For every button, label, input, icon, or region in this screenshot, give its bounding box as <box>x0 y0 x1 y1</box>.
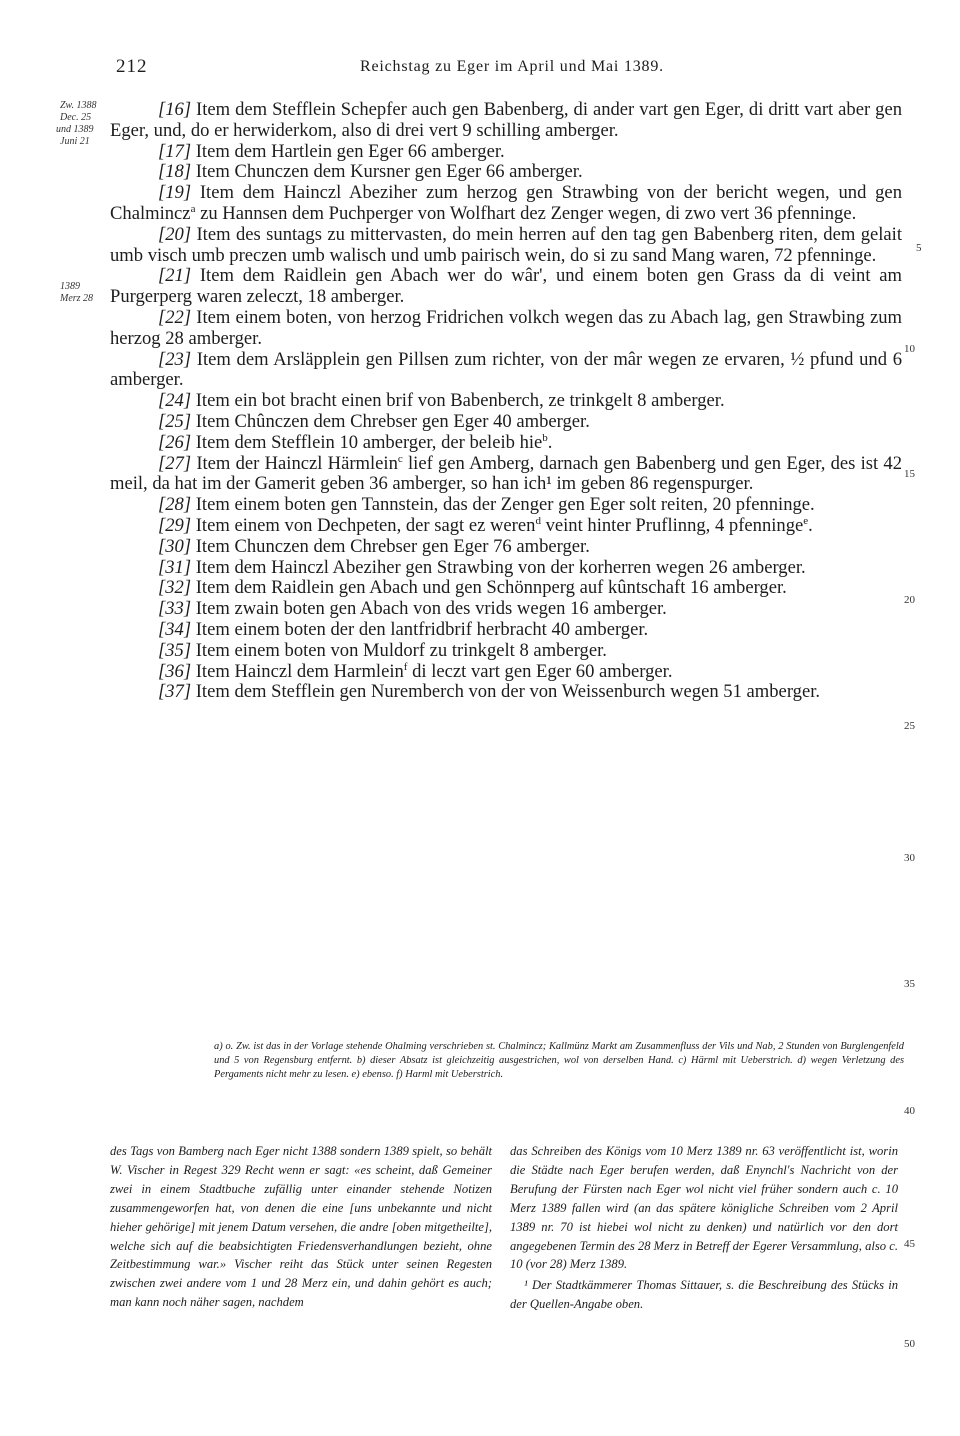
entry-29 <box>110 516 902 537</box>
entry-number: [32] <box>158 577 192 599</box>
entry-text: Item einem boten, von herzog Fridrichen volkch wegen das zu Abach lag, gen Strawbing zum herzog 28 amberger. <box>110 306 902 349</box>
entry-text: Item einem von Dechpeten, der sagt ez weren <box>191 514 536 536</box>
entry-text: di leczt vart gen Eger 60 amberger. <box>407 660 673 682</box>
entry-33 <box>110 599 902 620</box>
entry-number: [26] <box>158 431 192 453</box>
entry-number: [20] <box>158 223 192 245</box>
entry-20 <box>110 225 902 267</box>
commentary-left-column: des Tags von Bamberg nach Eger nicht 1388 sondern 1389 spielt, so behält W. Vischer in Regest 329 Recht wenn er sagt: «es scheint, daß Gemeiner zwei in einem Stadtbuche zufällig unter einander stehende Notizen zusammengeworfen hat, von denen die eine [uns unbekannte und nicht hieher gehörige] mit jenem Datum versehen, die andre [oben mitgetheilte], welche sich auf die beabsichtigten Friedensverhandlungen bezieht, ohne Zeitbestimmung war.» Vischer reiht das Stück unter seinen Regesten zwischen zwei andere vom 1 und 28 Merz ein, und dahin gehört es auch; man kann noch näher sagen, nachdem <box>110 1144 492 1310</box>
page-header <box>110 56 900 86</box>
commentary-footnote: ¹ Der Stadtkämmerer Thomas Sittauer, s. die Beschreibung des Stücks in der Quellen-Angabe oben. <box>510 1278 898 1312</box>
margin-note-line: Merz 28 <box>60 293 94 304</box>
entry-16 <box>110 100 902 142</box>
line-number: 50 <box>904 1338 915 1350</box>
entry-22 <box>110 308 902 350</box>
entry-text: . <box>808 514 813 536</box>
footnote-marker: c <box>397 452 403 465</box>
entry-30 <box>110 537 902 558</box>
entry-text: veint hinter Pruflinng, 4 pfenninge <box>540 514 804 536</box>
entry-text: Item Chûnczen dem Chrebser gen Eger 40 amberger. <box>191 410 590 432</box>
entry-text: zu Hannsen dem Puchperger von Wolfhart dez Zenger wegen, di zwo vert 36 pfenninge. <box>195 202 857 224</box>
entry-text: Item dem Stefflein 10 amberger, der beleib hie <box>191 431 543 453</box>
entry-number: [29] <box>158 514 192 536</box>
margin-note-line: 1389 <box>60 281 80 292</box>
entry-text: Item dem Hainczl Abeziher gen Strawbing von der korherren wegen 26 amberger. <box>191 556 806 578</box>
entry-text: Item Chunczen dem Kursner gen Eger 66 amberger. <box>191 161 583 183</box>
entry-number: [16] <box>158 99 192 120</box>
margin-note-date-range <box>56 100 97 148</box>
margin-note-line: und 1389 <box>56 124 94 135</box>
margin-note-date <box>60 281 93 305</box>
entry-number: [24] <box>158 390 192 412</box>
entry-text: Item dem Hartlein gen Eger 66 amberger. <box>191 140 505 162</box>
entry-18 <box>110 162 902 183</box>
entry-number: [23] <box>158 348 192 370</box>
entry-31 <box>110 558 902 579</box>
page-number: 212 <box>116 56 148 77</box>
entry-21 <box>110 266 902 308</box>
entry-number: [37] <box>158 681 192 703</box>
entry-text: Item dem Raidlein gen Abach und gen Schönnperg auf kûntschaft 16 amberger. <box>191 577 787 599</box>
entry-28 <box>110 495 902 516</box>
entry-23 <box>110 350 902 392</box>
entry-text: Item der Hainczl Härmlein <box>191 452 398 474</box>
entry-number: [25] <box>158 410 192 432</box>
entry-number: [22] <box>158 306 192 328</box>
entry-text: Item des suntags zu mittervasten, do mein herren auf den tag gen Babenberg riten, dem gelait umb visch umb preczen umb walisch und umb pairisch wein, do si zu sand Mang waren, 72 pfenninge. <box>110 223 902 266</box>
entry-text: . <box>547 431 553 453</box>
entry-text: Item einem boten von Muldorf zu trinkgelt 8 amberger. <box>191 639 607 661</box>
line-number: 25 <box>904 720 915 732</box>
footnotes: a) o. Zw. ist das in der Vorlage stehende Ohalming verschrieben st. Chalmincz; Kallmünz Markt am Zusammenfluss der Vils und Nab, 2 Stunden von Burglengenfeld und 5 von Regensburg entfernt. b) dieser Absatz ist gleichzeitig ausgestrichen, wol von derselben Hand. c) Härml mit Ueberstrich. d) wegen Verletzung des Pergaments nicht mehr zu lesen. e) ebenso. f) Harml mit Ueberstrich. <box>214 1041 904 1080</box>
line-number: 10 <box>904 343 915 355</box>
entry-number: [34] <box>158 618 192 640</box>
entry-number: [27] <box>158 452 192 474</box>
entry-26 <box>110 433 902 454</box>
entry-text: Item dem Hainczl Abeziher zum herzog gen Strawbing von der bericht wegen, und gen Chalmincz <box>110 182 902 224</box>
entry-37 <box>110 682 902 703</box>
entry-text: lief gen Amberg, darnach gen Babenberg und gen Eger, des ist 42 meil, da hat im der Gamerit geben 36 amberger, so han ich¹ im geben 86 regenspurger. <box>110 452 902 495</box>
entry-number: [19] <box>158 182 192 204</box>
entry-number: [17] <box>158 140 192 162</box>
entry-number: [31] <box>158 556 192 578</box>
commentary-right-text: das Schreiben des Königs vom 10 Merz 1389 nr. 63 veröffentlicht ist, worin die Städte nach Eger berufen werden, daß Enynchl's Nachricht von der Berufung der Fürsten nach Eger wol nicht viel früher sondern auch c. 10 Merz 1389 fallen wird (an das spätere königliche Schreiben vom 2 April 1389 nr. 70 ist hiebei wol nicht zu denken) und natürlich vor den dort angegebenen Termin des 28 Merz in Betreff der Egerer Versammlung, also c. 10 (vor 28) Merz 1389. <box>510 1144 898 1272</box>
entry-text: Item Hainczl dem Harmlein <box>191 660 404 682</box>
entry-19 <box>110 183 902 225</box>
line-number: 15 <box>904 468 915 480</box>
entry-text: Item ein bot bracht einen brif von Babenberch, ze trinkgelt 8 amberger. <box>191 390 725 412</box>
entry-number: [28] <box>158 494 192 516</box>
entry-number: [18] <box>158 161 192 183</box>
entry-number: [21] <box>158 265 192 287</box>
entry-25 <box>110 412 902 433</box>
entry-text: Item einem boten gen Tannstein, das der Zenger gen Eger solt reiten, 20 pfenninge. <box>191 494 815 516</box>
footnote-marker: b <box>542 431 548 444</box>
entry-27 <box>110 454 902 496</box>
entries-list <box>110 100 902 703</box>
entry-number: [30] <box>158 535 192 557</box>
entry-17 <box>110 142 902 163</box>
footnote-marker: a <box>190 202 196 215</box>
entry-36 <box>110 662 902 683</box>
line-number: 35 <box>904 978 915 990</box>
entry-24 <box>110 391 902 412</box>
line-number: 5 <box>916 242 922 254</box>
line-number: 20 <box>904 594 915 606</box>
running-title: Reichstag zu Eger im April und Mai 1389. <box>360 58 664 75</box>
entry-34 <box>110 620 902 641</box>
line-number: 45 <box>904 1238 915 1250</box>
margin-note-line: Zw. 1388 <box>60 100 97 111</box>
entry-text: Item Chunczen dem Chrebser gen Eger 76 amberger. <box>191 535 590 557</box>
entry-number: [36] <box>158 660 192 682</box>
margin-note-line: Dec. 25 <box>60 112 92 123</box>
entry-35 <box>110 641 902 662</box>
line-number: 30 <box>904 852 915 864</box>
entry-number: [35] <box>158 639 192 661</box>
margin-note-line: Juni 21 <box>60 136 90 147</box>
footnote-marker: f <box>403 660 408 673</box>
entry-32 <box>110 578 902 599</box>
footnote-marker: e <box>803 514 809 527</box>
entry-text: Item dem Stefflein Schepfer auch gen Babenberg, di ander vart gen Eger, di dritt vart aber gen Eger, und, do er herwiderkom, also di drei vert 9 schilling amberger. <box>110 99 902 141</box>
entry-text: Item zwain boten gen Abach von des vrids wegen 16 amberger. <box>191 598 667 620</box>
entry-number: [33] <box>158 598 192 620</box>
line-number: 40 <box>904 1105 915 1117</box>
entry-text: Item dem Arsläpplein gen Pillsen zum richter, von der mâr wegen ze ervaren, ½ pfund und 6 amberger. <box>110 348 902 391</box>
commentary-right-column <box>510 1142 898 1314</box>
entry-text: Item einem boten der den lantfridbrif herbracht 40 amberger. <box>191 618 649 640</box>
entry-text: Item dem Raidlein gen Abach wer do wâr', und einem boten gen Grass da di veint am Purgerperg waren zeleczt, 18 amberger. <box>110 265 902 308</box>
footnote-marker: d <box>535 514 541 527</box>
entry-text: Item dem Stefflein gen Nuremberch von der von Weissenburch wegen 51 amberger. <box>191 681 821 703</box>
